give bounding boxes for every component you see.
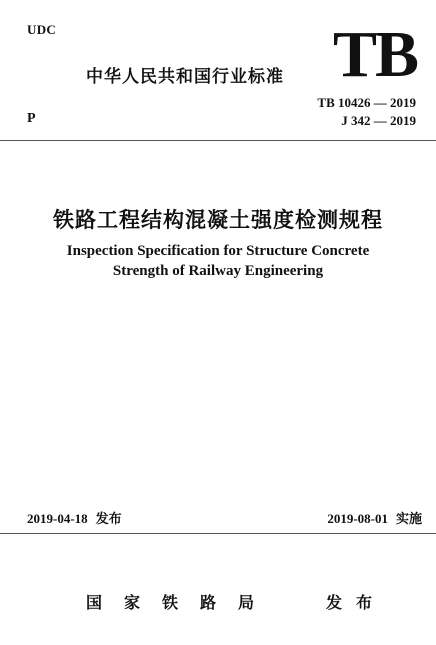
standard-number: TB 10426 — 2019	[317, 95, 416, 110]
implementation-label: 实施	[395, 512, 422, 527]
publisher-name: 国家铁路局	[86, 593, 277, 612]
title-english-line1: Inspection Specification for Structure Concrete	[66, 243, 370, 259]
release-label: 发布	[326, 593, 387, 612]
implementation-date: 2019-08-01	[327, 511, 388, 526]
title-chinese: 铁路工程结构混凝土强度检测规程	[53, 208, 383, 232]
title-english-line2: Strength of Railway Engineering	[112, 263, 324, 279]
udc-label: UDC	[27, 22, 57, 37]
issue-date-block	[27, 508, 122, 527]
filing-number: J 342 — 2019	[341, 113, 416, 128]
top-divider	[0, 140, 436, 141]
issue-label: 发布	[95, 512, 122, 527]
bottom-divider	[0, 533, 436, 534]
standard-type-heading: 中华人民共和国行业标准	[86, 67, 284, 87]
issue-date: 2019-04-18	[27, 511, 88, 526]
tb-logo: TB	[333, 18, 418, 91]
implementation-date-block	[327, 508, 422, 527]
classification-letter: P	[27, 111, 36, 126]
